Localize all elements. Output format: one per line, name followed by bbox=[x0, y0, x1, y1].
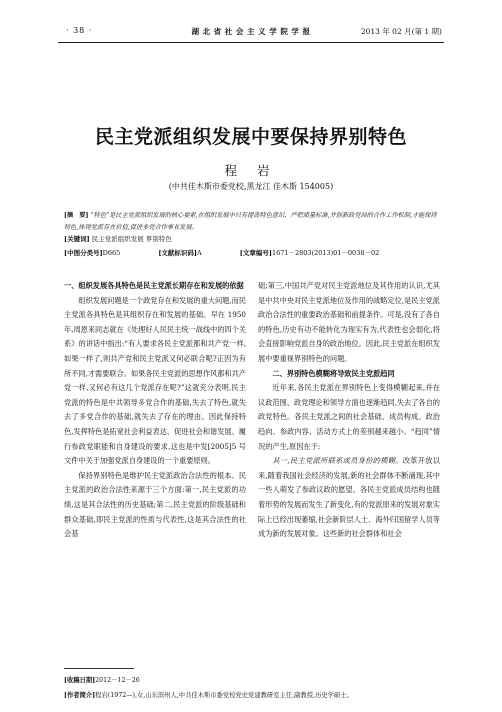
journal-name: 湖 北 省 社 会 主 义 学 院 学 报 bbox=[191, 27, 311, 36]
abstract bbox=[64, 210, 438, 234]
abstract-text: “特色”是民主党派组织发展的核心要素,在组织发展中只有提高特色意识、严把质量标准,并创新政党间的合作工作机制,才能保持特色,体现党派存在价值,促进多党合作事业发展。 bbox=[64, 212, 437, 231]
doc-code: [文献标识码]A bbox=[158, 249, 202, 257]
paragraph: 组织发展问题是一个政党存在和发展的重大问题,而民主党派各具特色是其组织存在和发展的基础。早在 1950 年,周恩来同志就在《处理好人民民主统一战线中的四个关系》的讲话中指出:“有人要求各民主党派都和共产党一样,如果一样了,则共产党和民主党派又何必联合呢?正因为有所不同,才需要联合。如果各民主党派的思想作风都和共产党一样,又何必有这几个党派存在呢?”这就充分表明,民主党派的特色是中共领导多党合作的基础,失去了特色,就失去了多党合作的基础,就失去了存在的理由。因此保持特色,发挥特色是拓宽社会利益表达、促进社会和谐发展、履行参政党职能和自身建设的要求,这也是中发[2005]5 号文件中关于加强党派自身建设的一个重要原则。 bbox=[64, 295, 246, 466]
paragraph: 础;第三,中国共产党对民主党派地位及其作用的认识,尤其是中共中央对民主党派地位及作用的战略定位,是民主党派政治合法性的重要政治基础和前提条件。可是,没有了各自的特色,历史有功不能转化为现实有为,代表性也会弱化,将会直接影响党派自身的政治地位。因此,民主党派在组织发展中要重视界别特色的问题。 bbox=[258, 281, 440, 363]
footnote-divider bbox=[64, 668, 134, 669]
footnote-received: [收稿日期]2012－12－26 bbox=[64, 677, 140, 684]
paragraph: 保持界别特色是维护民主党派政治合法性的根本。民主党派的政治合法性来源于三个方面:第一,民主党派的功绩,这是其合法性的历史基础;第二,民主党派的阶级基础和群众基础,即民主党派的性质与代表性,这是其合法性的社会基 bbox=[64, 470, 246, 539]
paragraph: 近年来,各民主党派在界别特色上变得模糊起来,并在议政范围、政党理论和领导方面也逐渐趋同,失去了各自的政党特色。各民主党派之间的社会基础、成员构成、政治趋向、参政内容、活动方式上的差别越来越小。“趋同”情况的产生,原因在于: bbox=[258, 383, 440, 451]
footnote-author-bio: [作者简介]程岩(1972—),女,山东滨州人,中共佳木斯市委党校党史党建教研室主任,副教授,历史学硕士。 bbox=[64, 692, 353, 699]
clc-code: [中图分类号]D665 bbox=[64, 249, 121, 257]
article-number: [文章编号]1671－2803(2013)01－0038－02 bbox=[239, 249, 380, 257]
page-number: · 38 · bbox=[66, 26, 93, 35]
keywords-label: [关键词] bbox=[64, 235, 90, 243]
article-title: 民主党派组织发展中要保持界别特色 bbox=[94, 126, 407, 148]
keywords bbox=[64, 234, 172, 243]
author-name: 程 岩 bbox=[224, 163, 278, 178]
classification-line bbox=[64, 248, 438, 257]
paragraph: 其一,民主党派所联系成员身份的模糊。改革开放以来,随着我国社会经济的发展,新的社会群体不断涌现,其中一些人萌发了参政议政的愿望。各民主党派成员结构也随着形势的发展而发生了新变化,有的党派原来的发展对象实际上已经出现萎缩,社会新阶层人士、海外归国留学人员等成为新的发展对象。这些新的社会群体和社会 bbox=[258, 456, 440, 539]
paragraph-lead: 其一,民主党派所联系成员身份的模糊。 bbox=[272, 456, 403, 466]
author-affiliation: (中共佳木斯市委党校,黑龙江 佳木斯 154005) bbox=[168, 182, 334, 191]
issue-info: 2013 年 02 月(第 1 期) bbox=[360, 27, 442, 36]
left-column bbox=[64, 279, 246, 542]
keywords-text: 民主党派组织发展 界别特色 bbox=[91, 235, 172, 243]
section-heading-2: 二、界别特色模糊将导致民主党派趋同 bbox=[272, 368, 395, 378]
right-column bbox=[258, 279, 440, 542]
running-header bbox=[58, 22, 444, 43]
section-heading-1: 一、组织发展各具特色是民主党派长期存在和发展的依据 bbox=[64, 281, 244, 290]
abstract-label: [摘 要] bbox=[64, 212, 89, 219]
